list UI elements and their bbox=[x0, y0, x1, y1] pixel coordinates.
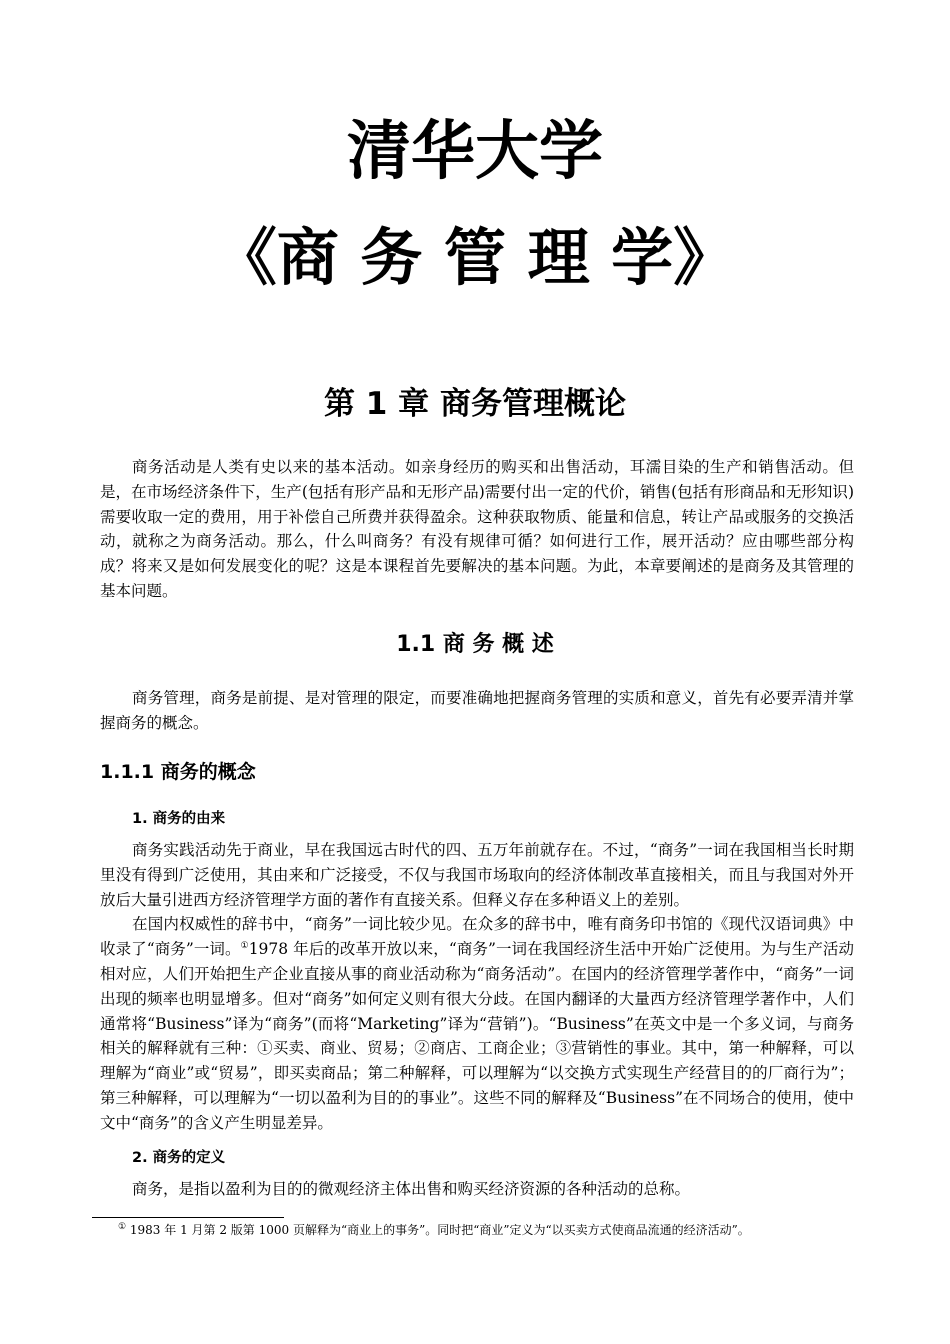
intro-paragraph: 商务活动是人类有史以来的基本活动。如亲身经历的购买和出售活动，耳濡目染的生产和销售活动。但是，在市场经济条件下，生产(包括有形产品和无形产品)需要付出一定的代价，销售(包括有形商品和无形知识)需要收取一定的费用，用于补偿自己所费并获得盈余。这种获取物质、能量和信息，转让产品或服务的交换活动，就称之为商务活动。那么，什么叫商务？有没有规律可循？如何进行工作，展开活动？应由哪些部分构成？将来又是如何发展变化的呢？这是本课程首先要解决的基本问题。为此，本章要阐述的是商务及其管理的基本问题。 bbox=[100, 458, 854, 600]
origin-paragraph-2-part-a: 在国内权威性的辞书中，“商务”一词比较少见。在众多的辞书中，唯有商务印书馆的《现代汉语词典》中收录了“商务”一词。 bbox=[100, 915, 854, 959]
subsection-origin-heading: 1. 商务的由来 bbox=[132, 811, 226, 827]
definition-paragraph-1: 商务，是指以盈利为目的的微观经济主体出售和购买经济资源的各种活动的总称。 bbox=[132, 1180, 691, 1198]
origin-paragraph-2 bbox=[100, 912, 854, 1135]
subsection-definition-body bbox=[100, 1177, 854, 1202]
section-1-1-paragraph: 商务管理，商务是前提、是对管理的限定，而要准确地把握商务管理的实质和意义，首先有必要弄清并掌握商务的概念。 bbox=[100, 689, 854, 732]
footnote bbox=[92, 1221, 852, 1239]
intro-section bbox=[100, 455, 854, 604]
section-1-1-heading: 1.1 商 务 概 述 bbox=[396, 632, 554, 657]
section-1-1-body bbox=[100, 686, 854, 736]
chapter-title: 第 1 章 商务管理概论 bbox=[324, 386, 626, 422]
subsection-origin-body bbox=[100, 838, 854, 1136]
footnote-reference[interactable]: ① bbox=[240, 941, 249, 952]
origin-paragraph-2-part-b: 1978 年后的改革开放以来，“商务”一词在我国经济生活中开始广泛使用。为与生产活动相对应，人们开始把生产企业直接从事的商业活动称为“商务活动”。在国内的经济管理学著作中，“商务”一词出现的频率也明显增多。但对“商务”如何定义则有很大分歧。在国内翻译的大量西方经济管理学著作中，人们通常将“Business”译为“商务”(而将“Marketing”译为“营销”)。“Business”在英文中是一个多义词，与商务相关的解释就有三种：①买卖、商业、贸易；②商店、工商企业；③营销性的事业。其中，第一种解释，可以理解为“商业”或“贸易”，即买卖商品；第二种解释，可以理解为“以交换方式实现生产经营目的的厂商行为”；第三种解释，可以理解为“一切以盈利为目的的事业”。这些不同的解释及“Business”在不同场合的使用，使中文中“商务”的含义产生明显差异。 bbox=[100, 940, 854, 1132]
footnote-text: 1983 年 1 月第 2 版第 1000 页解释为“商业上的事务”。同时把“商业”定义为“以买卖方式使商品流通的经济活动”。 bbox=[129, 1223, 750, 1237]
footnote-divider bbox=[92, 1217, 284, 1218]
origin-paragraph-1: 商务实践活动先于商业，早在我国远古时代的四、五万年前就存在。不过，“商务”一词在我国相当长时期里没有得到广泛使用，其由来和广泛接受，不仅与我国市场取向的经济体制改革直接相关，而且与我国对外开放后大量引进西方经济管理学方面的著作有直接关系。但释义存在多种语义上的差别。 bbox=[100, 841, 854, 909]
document-title: 清华大学 bbox=[347, 115, 603, 189]
footnote-marker: ① bbox=[118, 1222, 127, 1232]
subsection-definition-heading: 2. 商务的定义 bbox=[132, 1150, 226, 1166]
section-1-1-1-heading: 1.1.1 商务的概念 bbox=[100, 761, 256, 783]
book-title: 《商 务 管 理 学》 bbox=[214, 221, 736, 294]
